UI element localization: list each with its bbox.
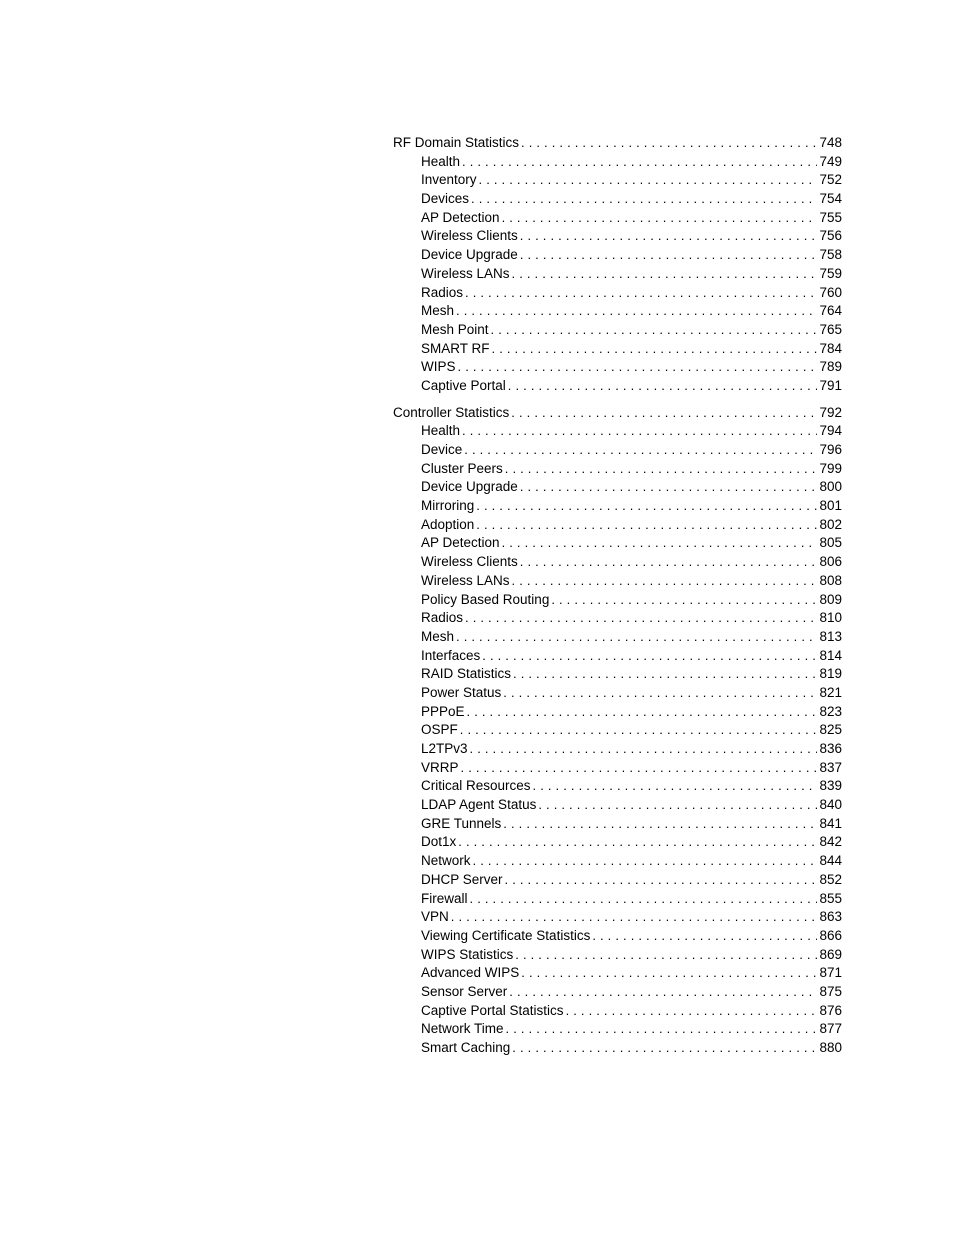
toc-entry[interactable] [393, 890, 842, 909]
dot-leader [473, 852, 818, 871]
toc-page-number: 758 [819, 247, 842, 263]
dot-leader [451, 908, 818, 927]
toc-page-number: 808 [819, 572, 842, 588]
toc-entry-title: Advanced WIPS [421, 965, 520, 981]
dot-leader [520, 246, 818, 265]
toc-entry[interactable] [393, 777, 842, 796]
toc-entry-title: Sensor Server [421, 983, 508, 999]
toc-page-number: 841 [819, 815, 842, 831]
dot-leader [460, 721, 818, 740]
dot-leader [476, 516, 817, 535]
toc-entry-title: Network Time [421, 1021, 504, 1037]
toc-entry[interactable] [393, 153, 842, 172]
dot-leader [464, 441, 817, 460]
toc-page-number: 796 [819, 442, 842, 457]
toc-page-number: 876 [819, 1002, 842, 1018]
dot-leader [502, 534, 818, 553]
toc-page-number: 813 [819, 628, 842, 644]
toc-entry-title: WIPS Statistics [421, 946, 514, 962]
toc-entry[interactable] [393, 209, 842, 228]
dot-leader [512, 572, 818, 591]
toc-page-number: 765 [819, 321, 842, 337]
toc-entry[interactable] [393, 190, 842, 209]
toc-entry[interactable] [393, 946, 842, 965]
dot-leader [471, 190, 817, 209]
toc-entry-title: Mirroring [421, 498, 475, 514]
dot-leader [521, 134, 817, 153]
toc-entry[interactable] [393, 927, 842, 946]
toc-page-number: 869 [819, 946, 842, 962]
dot-leader [458, 833, 817, 852]
toc-entry-title: LDAP Agent Status [421, 797, 537, 813]
toc-section [393, 134, 842, 396]
toc-entry[interactable] [393, 377, 842, 396]
dot-leader [592, 927, 817, 946]
toc-entry-title: Wireless Clients [421, 554, 518, 570]
toc-page-number: 839 [819, 778, 842, 794]
toc-page-number: 836 [819, 741, 842, 756]
dot-leader [520, 227, 818, 246]
toc-page-number: 805 [819, 535, 842, 551]
toc-entry[interactable] [393, 964, 842, 983]
toc-entry[interactable] [393, 171, 842, 190]
toc-entry-title: Viewing Certificate Statistics [421, 927, 591, 943]
dot-leader [456, 628, 817, 647]
toc-page-number: 871 [819, 965, 842, 981]
dot-leader [470, 890, 818, 909]
toc-entry[interactable] [393, 1002, 842, 1021]
toc-entry[interactable] [393, 591, 842, 610]
toc-page-number: 756 [819, 228, 842, 244]
toc-entry-title: Inventory [421, 172, 477, 188]
toc-entry-title: Wireless Clients [421, 228, 518, 244]
toc-entry-title: OSPF [421, 722, 458, 738]
toc-entry-title: PPPoE [421, 703, 465, 719]
toc-entry-title: Device Upgrade [421, 247, 518, 263]
toc-page-number: 755 [819, 209, 842, 225]
toc-page-number: 801 [819, 498, 842, 514]
dot-leader [538, 796, 817, 815]
toc-entry[interactable] [393, 721, 842, 740]
toc-page-number: 863 [819, 909, 842, 925]
toc-entry-title: AP Detection [421, 535, 500, 551]
toc-entry-title: Policy Based Routing [421, 591, 550, 607]
toc-entry[interactable] [393, 572, 842, 591]
toc-page-number: 875 [819, 983, 842, 999]
toc-entry-title: RF Domain Statistics [393, 135, 520, 150]
dot-leader [513, 665, 817, 684]
dot-leader [520, 553, 818, 572]
toc-entry[interactable] [393, 740, 842, 759]
toc-entry[interactable] [393, 441, 842, 460]
toc-page-number: 789 [819, 359, 842, 375]
toc-page-number: 791 [819, 377, 842, 393]
toc-page-number: 749 [819, 153, 842, 169]
toc-entry[interactable] [393, 265, 842, 284]
dot-leader [521, 964, 817, 983]
toc-entry[interactable] [393, 358, 842, 377]
toc-page-number: 806 [819, 554, 842, 570]
toc-entry[interactable] [393, 246, 842, 265]
toc-page-number: 800 [819, 479, 842, 495]
dot-leader [462, 422, 817, 441]
dot-leader [476, 497, 817, 516]
toc-entry[interactable] [393, 833, 842, 852]
toc-entry-title: Wireless LANs [421, 572, 510, 588]
toc-entry[interactable] [393, 553, 842, 572]
toc-page-number: 880 [819, 1040, 842, 1055]
toc-entry[interactable] [393, 460, 842, 479]
toc-page-number: 794 [819, 423, 842, 439]
toc-entry[interactable] [393, 665, 842, 684]
toc-entry-title: Wireless LANs [421, 265, 510, 281]
toc-page-number: 809 [819, 591, 842, 607]
toc-page-number: 819 [819, 666, 842, 682]
toc-entry[interactable] [393, 983, 842, 1002]
toc-entry-title: RAID Statistics [421, 666, 512, 682]
toc-entry[interactable] [393, 497, 842, 516]
toc-entry-title: GRE Tunnels [421, 815, 502, 831]
dot-leader [506, 1020, 818, 1039]
toc-section-heading[interactable] [393, 404, 842, 423]
toc-entry-title: SMART RF [421, 340, 490, 356]
toc-entry[interactable] [393, 796, 842, 815]
toc-entry-title: VRRP [421, 759, 459, 775]
toc-page-number: 784 [819, 340, 842, 356]
dot-leader [461, 759, 818, 778]
toc-page-number: 825 [819, 722, 842, 738]
toc-page-number: 855 [819, 890, 842, 906]
dot-leader [520, 478, 818, 497]
toc-page-number: 748 [819, 135, 842, 150]
toc-entry[interactable] [393, 302, 842, 321]
toc-entry-title: Dot1x [421, 834, 457, 850]
toc-entry[interactable] [393, 340, 842, 359]
dot-leader [512, 1039, 817, 1058]
toc-page-number: 877 [819, 1021, 842, 1037]
toc-entry-title: WIPS [421, 359, 456, 375]
toc-entry[interactable] [393, 422, 842, 441]
toc-entry-title: Firewall [421, 890, 468, 906]
dot-leader [566, 1002, 818, 1021]
table-of-contents [393, 134, 842, 1058]
toc-entry-title: Device Upgrade [421, 479, 518, 495]
toc-entry[interactable] [393, 871, 842, 890]
toc-entry[interactable] [393, 1020, 842, 1039]
dot-leader [551, 591, 817, 610]
toc-entry-title: Health [421, 153, 461, 169]
dot-leader [465, 609, 817, 628]
toc-entry-title: Cluster Peers [421, 460, 503, 476]
toc-page-number: 802 [819, 516, 842, 532]
toc-entry[interactable] [393, 628, 842, 647]
toc-entry[interactable] [393, 684, 842, 703]
dot-leader [479, 171, 818, 190]
toc-entry-title: Network [421, 853, 471, 869]
toc-entry[interactable] [393, 516, 842, 535]
toc-entry-title: Critical Resources [421, 778, 531, 794]
dot-leader [512, 265, 818, 284]
toc-page-number: 844 [819, 853, 842, 869]
toc-page-number: 852 [819, 871, 842, 887]
dot-leader [467, 703, 818, 722]
toc-page-number: 764 [819, 303, 842, 319]
dot-leader [533, 777, 818, 796]
toc-entry-title: Mesh [421, 628, 455, 644]
dot-leader [503, 815, 817, 834]
dot-leader [492, 340, 818, 359]
toc-entry[interactable] [393, 284, 842, 303]
toc-section-heading[interactable] [393, 134, 842, 153]
toc-entry-title: Devices [421, 191, 470, 207]
dot-leader [470, 740, 818, 759]
dot-leader [505, 460, 818, 479]
toc-page-number: 760 [819, 284, 842, 300]
toc-entry-title: DHCP Server [421, 871, 503, 887]
toc-page-number: 821 [819, 684, 842, 700]
dot-leader [515, 946, 817, 965]
toc-entry[interactable] [393, 908, 842, 927]
toc-page-number: 810 [819, 610, 842, 626]
toc-entry[interactable] [393, 647, 842, 666]
toc-entry-title: Radios [421, 284, 464, 300]
toc-entry-title: Health [421, 423, 461, 439]
toc-page-number: 792 [819, 404, 842, 420]
toc-entry-title: Smart Caching [421, 1040, 511, 1055]
toc-entry-title: Radios [421, 610, 464, 626]
dot-leader [503, 684, 817, 703]
toc-entry[interactable] [393, 852, 842, 871]
dot-leader [462, 153, 817, 172]
toc-entry[interactable] [393, 478, 842, 497]
toc-page-number: 752 [819, 172, 842, 188]
dot-leader [508, 377, 818, 396]
toc-entry[interactable] [393, 1039, 842, 1058]
toc-entry[interactable] [393, 534, 842, 553]
toc-entry-title: VPN [421, 909, 449, 925]
dot-leader [509, 983, 817, 1002]
dot-leader [491, 321, 818, 340]
toc-entry-title: Captive Portal Statistics [421, 1002, 564, 1018]
toc-section [393, 404, 842, 1058]
toc-entry-title: Adoption [421, 516, 475, 532]
toc-entry-title: L2TPv3 [421, 741, 468, 756]
dot-leader [482, 647, 817, 666]
toc-page-number: 799 [819, 460, 842, 476]
dot-leader [465, 284, 817, 303]
toc-page-number: 754 [819, 191, 842, 207]
toc-entry[interactable] [393, 609, 842, 628]
toc-entry[interactable] [393, 321, 842, 340]
toc-entry-title: Captive Portal [421, 377, 506, 393]
toc-entry-title: Device [421, 442, 463, 457]
toc-page-number: 814 [819, 647, 842, 663]
dot-leader [458, 358, 818, 377]
toc-entry-title: Power Status [421, 684, 502, 700]
dot-leader [511, 404, 817, 423]
toc-entry[interactable] [393, 703, 842, 722]
toc-page-number: 840 [819, 797, 842, 813]
toc-entry-title: AP Detection [421, 209, 500, 225]
toc-entry-title: Controller Statistics [393, 404, 510, 420]
toc-page-number: 842 [819, 834, 842, 850]
toc-page-number: 823 [819, 703, 842, 719]
toc-entry-title: Interfaces [421, 647, 481, 663]
toc-entry[interactable] [393, 759, 842, 778]
toc-page-number: 866 [819, 927, 842, 943]
toc-page-number: 837 [819, 759, 842, 775]
toc-entry[interactable] [393, 815, 842, 834]
dot-leader [502, 209, 818, 228]
toc-entry-title: Mesh [421, 303, 455, 319]
toc-entry[interactable] [393, 227, 842, 246]
toc-entry-title: Mesh Point [421, 321, 489, 337]
dot-leader [456, 302, 817, 321]
dot-leader [505, 871, 818, 890]
toc-page-number: 759 [819, 265, 842, 281]
